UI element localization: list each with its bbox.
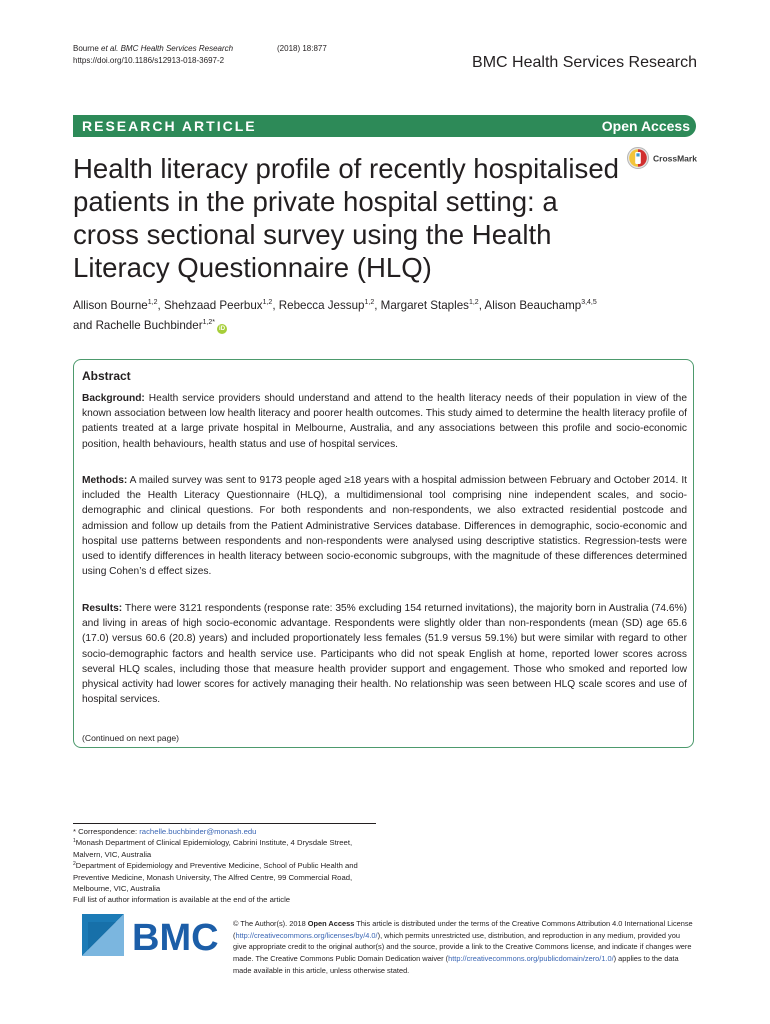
continued-note: (Continued on next page) bbox=[82, 733, 179, 743]
waiver-link[interactable]: http://creativecommons.org/publicdomain/zero/1.0/ bbox=[448, 954, 614, 964]
crossmark-icon bbox=[626, 146, 700, 170]
correspondence-email-link[interactable]: rachelle.buchbinder@monash.edu bbox=[139, 827, 257, 836]
author-affiliation: 1,2* bbox=[202, 319, 216, 326]
abstract-methods bbox=[82, 473, 687, 579]
open-access-bold: Open Access bbox=[307, 919, 355, 928]
author-name: Shehzaad Peerbux bbox=[163, 299, 263, 312]
author-info-note: Full list of author information is available at the end of the article bbox=[73, 895, 291, 905]
citation-author: Bourne bbox=[73, 44, 102, 53]
orcid-icon[interactable]: iD bbox=[219, 326, 226, 332]
crossmark-badge[interactable] bbox=[626, 146, 700, 170]
abstract-heading: Abstract bbox=[82, 369, 131, 383]
author-affiliation: 1,2 bbox=[147, 299, 158, 306]
affiliation-2: $^2$Department of Epidemiology and Preventive Medicine, School of Public Health and Preventive Medicine, Monash University, The Alfred Centre, 99 Commercial Road, Melbourne, VIC, Australia bbox=[73, 861, 358, 894]
correspondence-line: * Correspondence: rachelle.buchbinder@monash.edu bbox=[73, 827, 257, 836]
article-type-label: RESEARCH ARTICLE bbox=[82, 118, 257, 134]
author-affiliation: 3,4,5 bbox=[581, 299, 597, 306]
abstract-background bbox=[82, 391, 687, 452]
author-name: Alison Beauchamp bbox=[484, 299, 582, 312]
footnote-divider bbox=[73, 823, 376, 824]
bmc-logo bbox=[80, 910, 220, 960]
bmc-logo-icon bbox=[80, 910, 220, 960]
journal-name: BMC Health Services Research bbox=[472, 54, 697, 71]
footnotes bbox=[73, 826, 376, 906]
article-title: Health literacy profile of recently hospitalised patients in the private hospital setting: a cross sectional survey using the Health Literacy Questionnaire (HLQ) bbox=[73, 153, 620, 283]
results-label: Results: bbox=[82, 603, 123, 614]
open-access-label: Open Access bbox=[601, 118, 690, 134]
author-name: Rebecca Jessup bbox=[278, 299, 365, 312]
crossmark-label: CrossMark bbox=[653, 153, 697, 164]
license-text: © The Author(s). 2018 Open Access This article is distributed under the terms of the Creative Commons Attribution 4.0 International License (http://creativecommons.org/licenses/by/4.0/), which permits unrestricted use, distribution, and reproduction in any medium, provided you give appropriate credit to the original author(s) and the source, provide a link to the Creative Commons license, and indicate if changes were made. The Creative Commons Public Domain Dedication waiver (http://creativecommons.org/publicdomain/zero/1.0/) applies to the data made available in this article, unless otherwise stated. bbox=[233, 919, 693, 975]
citation-year: (2018) 18:877 bbox=[277, 44, 327, 53]
results-text: There were 3121 respondents (response rate: 35% excluding 154 returned invitations), the majority born in Australia (74.6%) and living in areas of high socio-economic advantage. Respondents were slightly older than non-respondents (mean (SD) age 65.6 (17.0) versus 60.6 (20.8) years) and included proportionately less females (51.9 versus 59.1%) but were similar with regard to other socio-demographic factors and health service use. Participants who did not speak English at home, reported lower scores across several HLQ scales, including those that measure health provider support and engagement. Those who smoked and reported low physical activity had lower scores for actively managing their health. No relationship was seen between HLQ scale scores and use of hospital services. bbox=[82, 603, 687, 706]
author-affiliation: 1,2 bbox=[468, 299, 479, 306]
background-text: Health service providers should understand and attend to the health literacy needs of their population in view of the known association between low health literacy and poorer health outcomes. This study aimed to determine the health literacy profile of patients treated at a large private hospital in Melbourne, Australia, and any associations between this profile and socio-economic position, health behaviours, health status and use of hospital services. bbox=[82, 393, 687, 450]
author-list: Allison Bourne$^{1,2}$, Shehzaad Peerbux$^{1,2}$, Rebecca Jessup$^{1,2}$, Margaret Staples$^{1,2}$, Alison Beauchamp$^{3,4,5}$ and Rachelle Buchbinder$^{1,2*}$iD bbox=[73, 299, 597, 332]
doi-link[interactable]: https://doi.org/10.1186/s12913-018-3697-2 bbox=[73, 56, 225, 65]
license-link[interactable]: http://creativecommons.org/licenses/by/4.0/ bbox=[235, 930, 378, 940]
bmc-logo-text: BMC bbox=[132, 917, 219, 959]
author-affiliation: 1,2 bbox=[364, 299, 375, 306]
author-name: Allison Bourne bbox=[73, 299, 148, 312]
methods-text: A mailed survey was sent to 9173 people aged ≥18 years with a hospital admission between February and October 2014. It included the Health Literacy Questionnaire (HLQ), a multidimensional tool comprising nine independent scales, and socio-demographic and clinical questions. For both respondents and non-respondents, we also extracted residential postcode and admission and follow up details from the Patient Administrative Services database. Differences in demographic, socio-economic and hospital use patterns between respondents and non-respondents were analysed using descriptive statistics. Regression-tests were used to identify differences in health literacy between socio-economic subgroups, with the magnitude of these differences determined using Cohen’s d effect sizes. bbox=[82, 475, 687, 578]
citation-journal: et al. BMC Health Services Research bbox=[101, 44, 234, 53]
author-affiliation: 1,2 bbox=[262, 299, 273, 306]
author-name: and Rachelle Buchbinder bbox=[73, 319, 203, 332]
background-label: Background: bbox=[82, 393, 145, 404]
abstract-results bbox=[82, 601, 687, 707]
affiliation-1: $^1$Monash Department of Clinical Epidemiology, Cabrini Institute, 4 Drysdale Street, Malvern, VIC, Australia bbox=[73, 838, 353, 859]
methods-label: Methods: bbox=[82, 475, 128, 486]
author-name: Margaret Staples bbox=[380, 299, 469, 312]
